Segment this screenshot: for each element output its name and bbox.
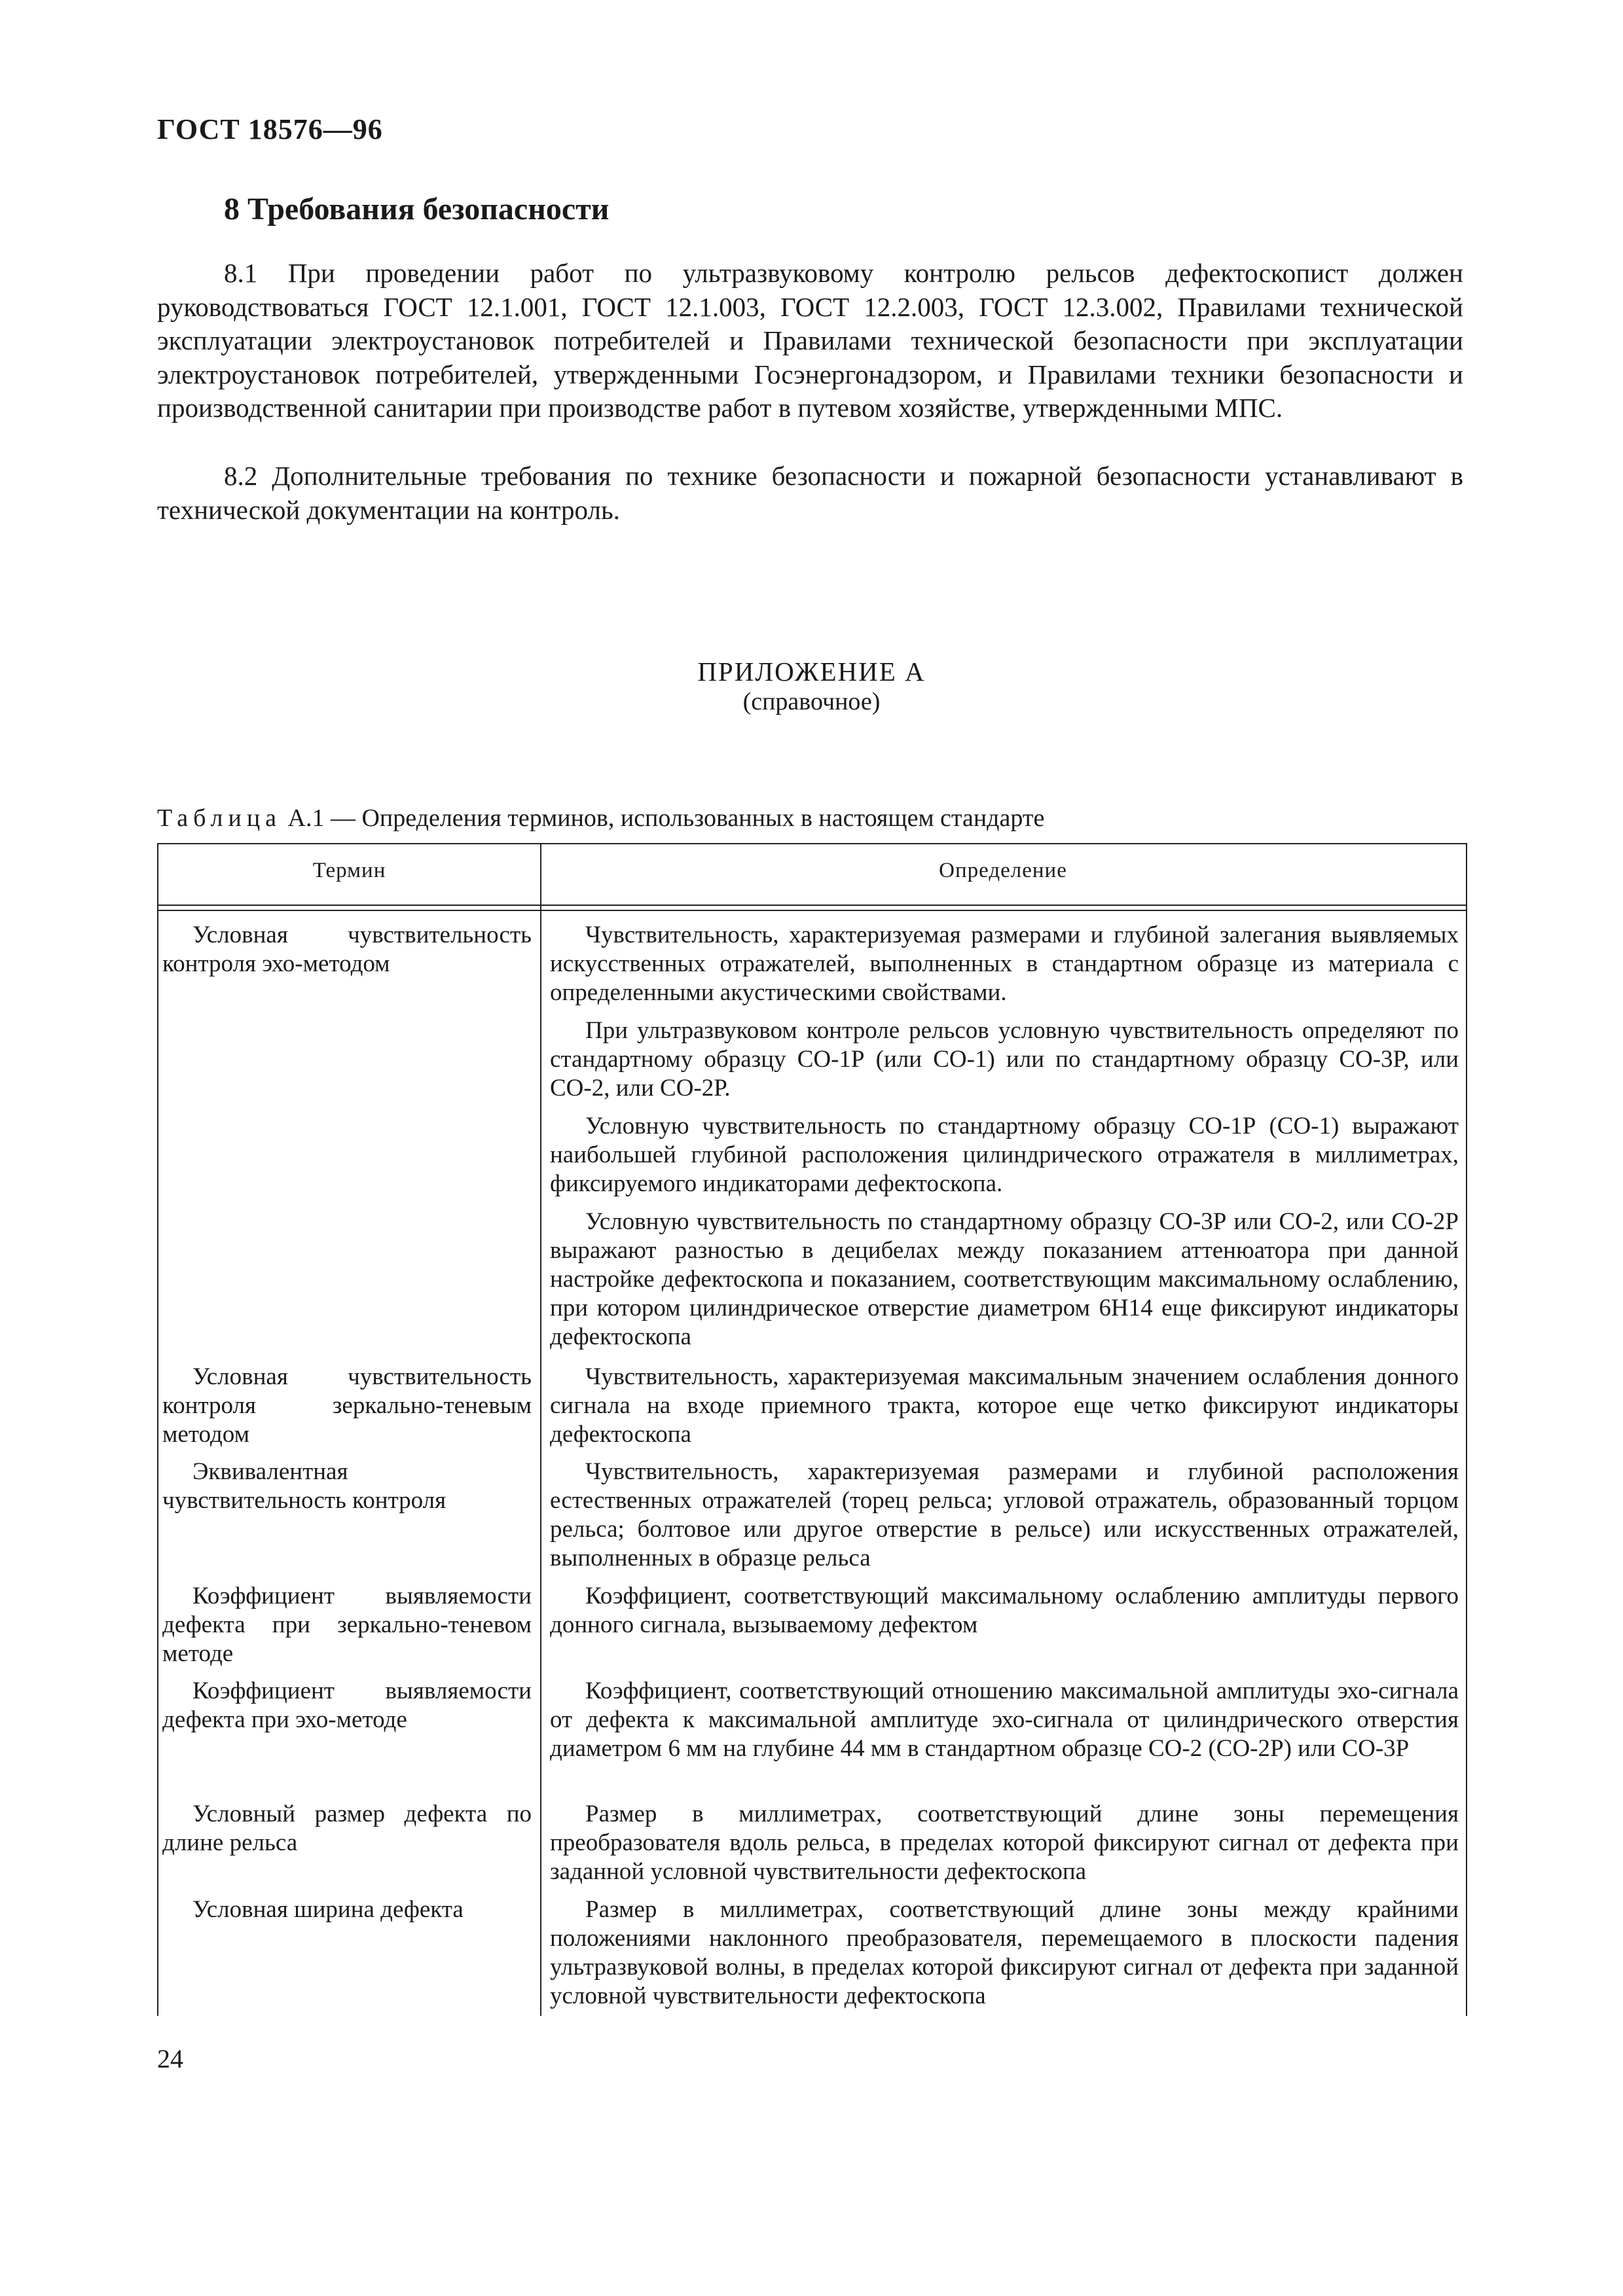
table-row-definition	[550, 1458, 1459, 1582]
page-number: 24	[157, 2044, 183, 2073]
appendix-subtitle: (справочное)	[742, 688, 881, 715]
definition-paragraph: При ультразвуковом контроле рельсов условную чувствительность определяют по стандартному образцу СО-1Р (или СО-1) или по стандартному образцу СО-3Р, или СО-2, или СО-2Р.	[550, 1017, 1459, 1102]
table-caption-text: А.1 — Определения терминов, использованных в настоящем стандарте	[282, 804, 1045, 832]
paragraph-8-2: 8.2 Дополнительные требования по технике безопасности и пожарной безопасности устанавливают в технической документации на контроль.	[157, 461, 1463, 525]
definition-paragraph: Размер в миллиметрах, соответствующий длине зоны между крайними положениями наклонного преобразователя, перемещаемого в плоскости падения ультразвуковой волны, в пределах которой фиксируют сигнал от дефекта при заданной условной чувствительности дефектоскопа	[550, 1896, 1459, 2009]
definition-paragraph: Чувствительность, характеризуемая размерами и глубиной расположения естественных отражателей (торец рельса; угловой отражатель, образованный торцом рельса; болтовое или другое отверстие в рельсе) или искусственных отражателей, выполненных в образце рельса	[550, 1458, 1459, 1571]
table-caption-label: Таблица	[157, 804, 282, 832]
definition-paragraph: Чувствительность, характеризуемая максимальным значением ослабления донного сигнала на входе приемного тракта, которое еще четко фиксируют индикаторы дефектоскопа	[550, 1363, 1459, 1448]
document-code: ГОСТ 18576—96	[157, 113, 383, 145]
column-divider	[540, 844, 541, 2016]
table-row-definition	[550, 1582, 1459, 1649]
table-row-term: Коэффициент выявляемости дефекта при зеркально-теневом методе	[162, 1583, 532, 1667]
table-row-definition	[550, 1895, 1459, 2020]
header-term: Термин	[312, 859, 386, 882]
appendix-title: ПРИЛОЖЕНИЕ А	[697, 656, 926, 687]
definition-paragraph: Коэффициент, соответствующий отношению максимальной амплитуды эхо-сигнала от дефекта к максимальной амплитуде эхо-сигнала от цилиндрического отверстия диаметром 6 мм на глубине 44 мм в стандартном образце СО-2 (СО-2Р) или СО-3Р	[550, 1677, 1459, 1762]
section-title: 8 Требования безопасности	[224, 192, 610, 226]
definition-paragraph: Условную чувствительность по стандартному образцу СО-1Р (СО-1) выражают наибольшей глубиной расположения цилиндрического отражателя в миллиметрах, фиксируемого индикаторами дефектоскопа.	[550, 1113, 1459, 1197]
table-row-definition	[550, 1363, 1459, 1458]
header-rule-double	[158, 910, 1466, 911]
table-row-term: Условная чувствительность контроля эхо-методом	[162, 922, 532, 977]
definition-paragraph: Размер в миллиметрах, соответствующий длине зоны перемещения преобразователя вдоль рельса, в пределах которой фиксируют сигнал от дефекта при заданной условной чувствительности дефектоскопа	[550, 1801, 1459, 1885]
header-rule	[158, 905, 1466, 906]
paragraph-8-1: 8.1 При проведении работ по ультразвуковому контролю рельсов дефектоскопист должен руководствоваться ГОСТ 12.1.001, ГОСТ 12.1.003, ГОСТ 12.2.003, ГОСТ 12.3.002, Правилами технической эксплуатации электроустановок потребителей и Правилами технической безопасности при эксплуатации электроустановок потребителей, утвержденными Госэнергонадзором, и Правилами техники безопасности и производственной санитарии при производстве работ в путевом хозяйстве, утвержденными МПС.	[157, 258, 1463, 423]
table-row-term: Условная чувствительность контроля зеркально-теневым методом	[162, 1363, 532, 1448]
table-row-term: Условная ширина дефекта	[192, 1896, 464, 1923]
table-row-term: Эквивалентная чувствительность контроля	[162, 1458, 447, 1514]
table-row-term: Коэффициент выявляемости дефекта при эхо-методе	[162, 1677, 532, 1733]
header-definition: Определение	[939, 859, 1067, 882]
definitions-table	[157, 843, 1467, 2016]
definition-paragraph: Условную чувствительность по стандартному образцу СО-3Р или СО-2, или СО-2Р выражают разностью в децибелах между показанием аттенюатора при данной настройке дефектоскопа и показанием, соответствующим максимальному ослаблению, при котором цилиндрическое отверстие диаметром 6Н14 еще фиксируют индикаторы дефектоскопа	[550, 1208, 1459, 1350]
table-row-definition	[550, 1800, 1459, 1895]
table-row-definition	[550, 921, 1459, 1361]
table-row-term: Условный размер дефекта по длине рельса	[162, 1801, 532, 1856]
definition-paragraph: Чувствительность, характеризуемая размерами и глубиной залегания выявляемых искусственных отражателей, выполненных в стандартном образце из материала с определенными акустическими свойствами.	[550, 922, 1459, 1006]
table-caption	[157, 804, 1044, 833]
table-row-definition	[550, 1677, 1459, 1772]
definition-paragraph: Коэффициент, соответствующий максимальному ослаблению амплитуды первого донного сигнала, вызываемому дефектом	[550, 1583, 1459, 1638]
